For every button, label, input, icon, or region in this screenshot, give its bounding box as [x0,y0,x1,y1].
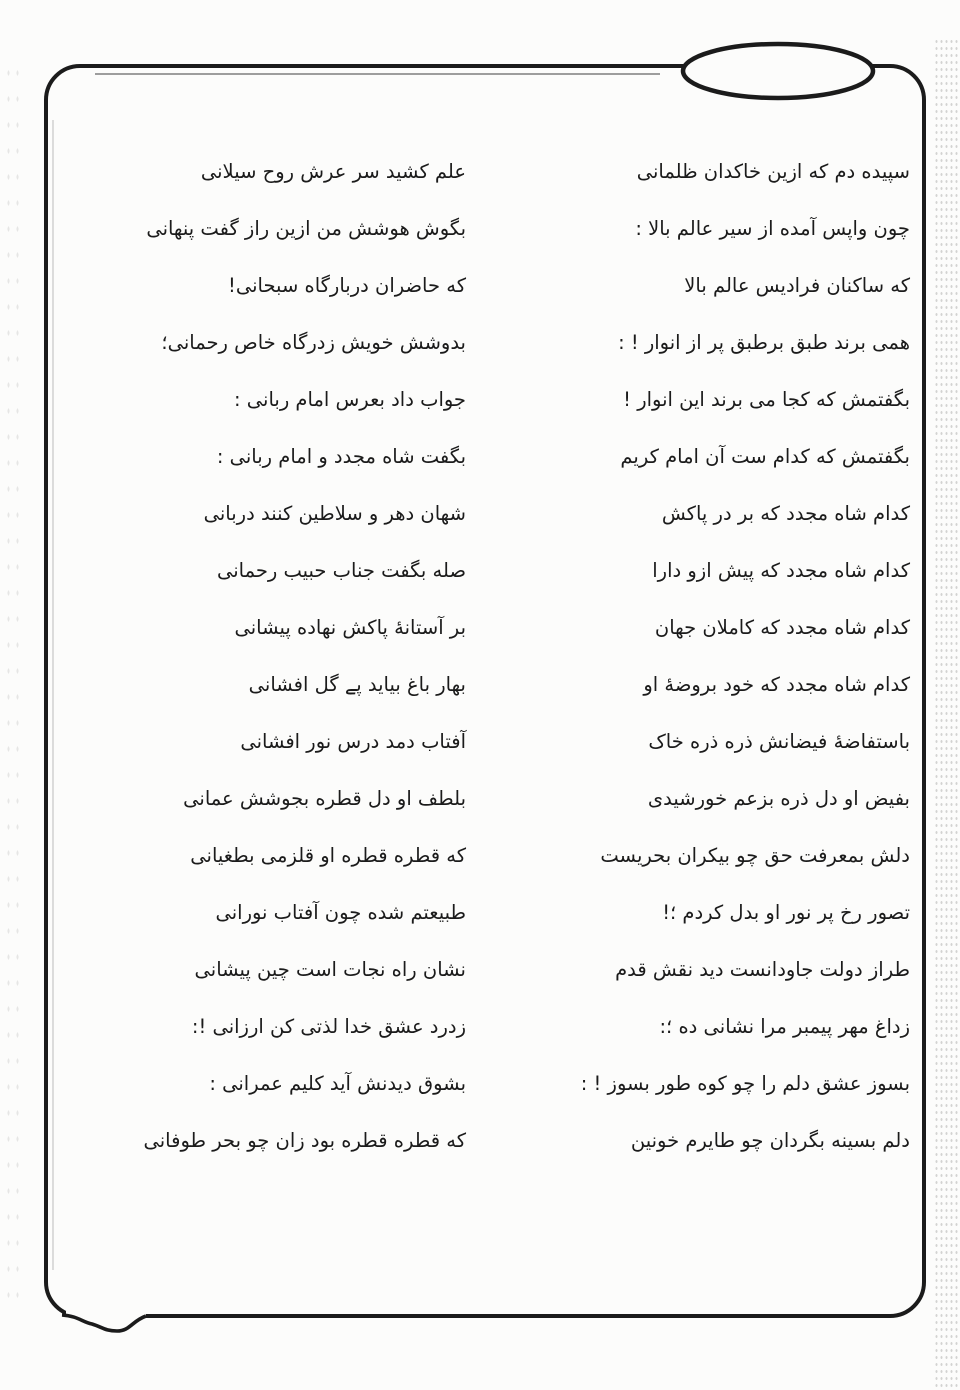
scan-noise-strip-right [934,38,960,1390]
couplet-row [126,599,910,656]
couplet-row [126,200,910,257]
hemistich-right: سپیده دم که ازین خاکدان ظلمانی [636,159,910,183]
hemistich-left: شهان دهر و سلاطین کنند دربانی [203,501,466,525]
hemistich-right: تصور رخ پر نور او بدل کردم ؛! [662,900,910,924]
hemistich-left: صله بگفت جناب حبیب رحمانی [216,558,466,582]
hemistich-left: آفتاب دمد درس نور افشانی [240,729,466,753]
couplet-row [126,884,910,941]
couplet-row [126,656,910,713]
hemistich-right: باستفاضهٔ فیضانش ذره ذره خاک [648,729,910,753]
hemistich-right: بفیض او دل ذره بزعم خورشیدی [647,786,910,810]
hemistich-right: طراز دولت جاودانست دید نقش قدم [615,957,910,981]
hemistich-left: که قطره قطره بود زان چو بحر طوفانی [143,1128,466,1152]
couplet-row [126,1112,910,1169]
couplet-row [126,998,910,1055]
hemistich-right: دلش بمعرفت حق چو بیکران بحریست [600,843,910,867]
couplet-row [126,827,910,884]
couplet-row [126,428,910,485]
couplet-row [126,485,910,542]
page-number-cartouche-oval [683,44,873,98]
hemistich-right: چون واپس آمده از سیر عالم بالا : [635,216,910,240]
couplet-row [126,257,910,314]
couplet-row [126,371,910,428]
couplet-row [126,941,910,998]
hemistich-right: کدام شاه مجدد که کاملان جهان [654,615,910,639]
couplet-row [126,542,910,599]
hemistich-left: بشوق دیدنش آید کلیم عمرانی : [209,1071,466,1095]
hemistich-right: بگفتمش که کجا می برند این انوار ! [623,387,910,411]
hemistich-left: جواب داد بعرس امام ربانی : [234,387,466,411]
couplet-row [126,143,910,200]
hemistich-left: بهار باغ بیاید پے گل افشانی [248,672,466,696]
hemistich-right: همی برند طبق برطبق پر از انوار ! : [618,330,910,354]
couplet-row [126,770,910,827]
hemistich-right: کدام شاه مجدد که بر در پاکش [661,501,910,525]
couplet-row [126,314,910,371]
hemistich-right: زداغ مهر پیمبر مرا نشانی ده ؛: [659,1014,910,1038]
hemistich-right: که ساکنان فرادیس عالم بالا [684,273,910,297]
hemistich-right: بسوز عشق دلم را چو کوه طور بسوز ! : [580,1071,910,1095]
hemistich-left: علم کشید سر عرش روح سیلانی [200,159,466,183]
hemistich-right: بگفتمش که کدام ست آن امام کریم [620,444,910,468]
scan-noise-strip-left [4,60,22,1310]
hemistich-left: طبیعتم شده چون آفتاب نورانی [215,900,466,924]
hemistich-left: نشان راه نجات است چین پیشانی [194,957,466,981]
hemistich-right: دلم بسینه بگردان چو طایرم خونین [630,1128,910,1152]
couplet-row [126,1055,910,1112]
hemistich-right: کدام شاه مجدد که پیش ازو دارا [652,558,910,582]
hemistich-left: بدوشش خویش زدرگاه خاص رحمانی؛ [161,330,466,354]
hemistich-left: که قطره قطره او قلزمی بطغیانی [190,843,466,867]
hemistich-left: بلطف او دل قطره بجوشش عمانی [183,786,466,810]
hemistich-left: زدرد عشق خدا لذتی کن ارزانی !: [191,1014,466,1038]
poem-text-block [126,143,910,1169]
hemistich-right: کدام شاه مجدد که خود بروضهٔ او [643,672,910,696]
hemistich-left: بگفت شاه مجدد و امام ربانی : [216,444,466,468]
hemistich-left: بر آستانهٔ پاکش نهاده پیشانی [234,615,466,639]
couplet-row [126,713,910,770]
hemistich-left: که حاضران دربارگاه سبحانی! [228,273,466,297]
hemistich-left: بگوش هوشش من ازین راز گفت پنهانی [146,216,466,240]
